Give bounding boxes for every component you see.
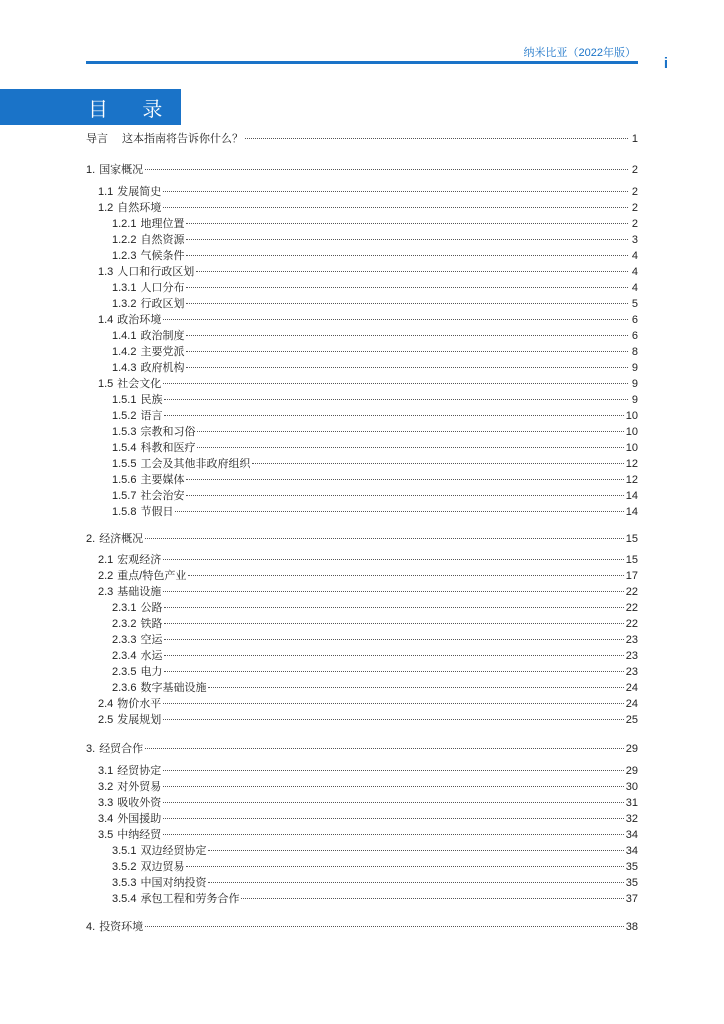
toc-entry-number: 2.5 — [98, 714, 114, 726]
toc-entry-number: 1.3.1 — [112, 282, 137, 294]
toc-entry-label: 发展简史 — [117, 186, 162, 198]
toc-entry-page: 4 — [631, 250, 638, 262]
toc-entry-label: 电力 — [140, 666, 163, 678]
toc-entry-number: 1.5.7 — [112, 490, 137, 502]
toc-entry-label: 投资环境 — [99, 921, 144, 933]
toc-entry[interactable] — [86, 163, 638, 178]
toc-entry-page: 6 — [631, 314, 638, 326]
toc-entry[interactable] — [112, 505, 638, 520]
toc-entry-number: 3. — [86, 743, 96, 755]
toc-entry-number: 2.3.3 — [112, 634, 137, 646]
toc-entry-number: 1.5.6 — [112, 474, 137, 486]
toc-entry[interactable] — [112, 665, 638, 680]
toc-leader-dots — [164, 399, 628, 400]
toc-entry-page: 8 — [631, 346, 638, 358]
toc-leader-dots — [163, 559, 623, 560]
toc-leader-dots — [145, 748, 624, 749]
toc-entry[interactable] — [98, 828, 638, 843]
toc-entry-label: 语言 — [140, 410, 163, 422]
toc-entry-page: 10 — [625, 426, 638, 438]
toc-entry-label: 行政区划 — [140, 298, 185, 310]
toc-entry-number: 3.5.1 — [112, 845, 137, 857]
toc-entry-page: 37 — [625, 893, 638, 905]
toc-entry-label: 社会文化 — [117, 378, 162, 390]
toc-entry[interactable] — [112, 409, 638, 424]
toc-entry-number: 1.5.4 — [112, 442, 137, 454]
toc-entry[interactable] — [112, 860, 638, 875]
toc-entry[interactable] — [98, 553, 638, 568]
toc-leader-dots — [186, 223, 628, 224]
toc-entry-page: 2 — [631, 218, 638, 230]
toc-entry-page: 24 — [625, 682, 638, 694]
toc-entry-label: 承包工程和劳务合作 — [140, 893, 240, 905]
toc-entry-page: 9 — [631, 394, 638, 406]
toc-entry[interactable] — [98, 585, 638, 600]
toc-entry-number: 2.3 — [98, 586, 114, 598]
toc-leader-dots — [188, 575, 623, 576]
toc-entry-page: 14 — [625, 490, 638, 502]
toc-entry-label: 气候条件 — [140, 250, 185, 262]
toc-leader-dots — [164, 607, 623, 608]
toc-entry-number: 1.2.1 — [112, 218, 137, 230]
toc-entry-label: 基础设施 — [117, 586, 162, 598]
toc-entry-number: 4. — [86, 921, 96, 933]
toc-leader-dots — [186, 335, 628, 336]
toc-entry-label: 国家概况 — [99, 164, 144, 176]
toc-entry[interactable] — [112, 681, 638, 696]
toc-entry-number: 1.5.5 — [112, 458, 137, 470]
toc-leader-dots — [164, 415, 623, 416]
toc-entry-page: 34 — [625, 845, 638, 857]
toc-entry-label: 吸收外资 — [117, 797, 162, 809]
toc-entry-page: 15 — [625, 554, 638, 566]
toc-leader-dots — [186, 287, 628, 288]
toc-entry-label: 宗教和习俗 — [140, 426, 196, 438]
toc-entry[interactable] — [98, 313, 638, 328]
toc-entry-label: 水运 — [140, 650, 163, 662]
toc-entry[interactable] — [98, 812, 638, 827]
toc-entry-number: 2.2 — [98, 570, 114, 582]
toc-leader-dots — [145, 538, 624, 539]
toc-entry-number: 3.2 — [98, 781, 114, 793]
toc-leader-dots — [186, 255, 628, 256]
toc-entry-number: 导言 — [86, 133, 108, 145]
toc-entry-number: 1.1 — [98, 186, 114, 198]
toc-entry-label: 节假日 — [140, 506, 174, 518]
toc-entry-page: 22 — [625, 618, 638, 630]
toc-entry[interactable] — [112, 649, 638, 664]
toc-entry[interactable] — [112, 425, 638, 440]
toc-entry[interactable] — [98, 713, 638, 728]
toc-entry[interactable] — [86, 920, 638, 935]
toc-entry-page: 22 — [625, 586, 638, 598]
toc-entry-number: 1.2 — [98, 202, 114, 214]
toc-entry-number: 1.5 — [98, 378, 114, 390]
toc-entry-label: 双边贸易 — [140, 861, 185, 873]
toc-entry-label: 发展规划 — [117, 714, 162, 726]
toc-entry-number: 1.5.8 — [112, 506, 137, 518]
toc-leader-dots — [163, 591, 623, 592]
toc-leader-dots — [175, 511, 623, 512]
toc-entry-page: 23 — [625, 666, 638, 678]
toc-entry-page: 12 — [625, 458, 638, 470]
toc-entry[interactable] — [112, 489, 638, 504]
toc-entry-label: 经贸合作 — [99, 743, 144, 755]
toc-entry-page: 24 — [625, 698, 638, 710]
toc-entry-page: 9 — [631, 378, 638, 390]
toc-entry[interactable] — [86, 132, 638, 147]
toc-entry-number: 3.5.4 — [112, 893, 137, 905]
toc-entry-page: 22 — [625, 602, 638, 614]
toc-entry-label: 铁路 — [140, 618, 163, 630]
toc-entry-label: 中国对纳投资 — [140, 877, 207, 889]
toc-entry-page: 2 — [631, 164, 638, 176]
toc-leader-dots — [163, 703, 623, 704]
toc-entry-number: 3.3 — [98, 797, 114, 809]
toc-entry[interactable] — [112, 233, 638, 248]
toc-entry-page: 23 — [625, 650, 638, 662]
toc-entry-label: 民族 — [140, 394, 163, 406]
toc-leader-dots — [164, 655, 623, 656]
toc-leader-dots — [163, 802, 623, 803]
toc-entry-label: 中纳经贸 — [117, 829, 162, 841]
header-title: 纳米比亚（2022年版） — [523, 47, 636, 59]
toc-entry[interactable] — [86, 532, 638, 547]
toc-entry[interactable] — [98, 569, 638, 584]
toc-entry-page: 35 — [625, 877, 638, 889]
toc-leader-dots — [208, 850, 623, 851]
toc-entry-page: 4 — [631, 266, 638, 278]
toc-leader-dots — [186, 351, 628, 352]
toc-entry-page: 4 — [631, 282, 638, 294]
toc-entry-label: 这本指南将告诉你什么？ — [122, 133, 243, 145]
toc-entry-label: 自然环境 — [117, 202, 162, 214]
toc-entry-number: 1.3 — [98, 266, 114, 278]
toc-entry-page: 1 — [631, 133, 638, 145]
toc-entry[interactable] — [112, 441, 638, 456]
toc-entry-label: 经贸协定 — [117, 765, 162, 777]
toc-entry[interactable] — [112, 473, 638, 488]
toc-entry[interactable] — [112, 457, 638, 472]
toc-leader-dots — [186, 479, 623, 480]
toc-entry[interactable] — [98, 780, 638, 795]
toc-entry-page: 3 — [631, 234, 638, 246]
toc-leader-dots — [164, 639, 623, 640]
toc-leader-dots — [241, 898, 623, 899]
page-marker: i — [663, 55, 668, 72]
toc-entry-number: 1.2.2 — [112, 234, 137, 246]
toc-leader-dots — [145, 926, 624, 927]
toc-leader-dots — [197, 447, 623, 448]
toc-entry-page: 5 — [631, 298, 638, 310]
toc-entry[interactable] — [86, 742, 638, 757]
toc-entry-number: 1.2.3 — [112, 250, 137, 262]
toc-leader-dots — [164, 623, 623, 624]
toc-entry[interactable] — [98, 796, 638, 811]
toc-leader-dots — [208, 687, 623, 688]
toc-entry-label: 主要党派 — [140, 346, 185, 358]
toc-leader-dots — [163, 383, 628, 384]
toc-leader-dots — [164, 671, 623, 672]
header-rule — [86, 61, 638, 64]
toc-leader-dots — [163, 719, 623, 720]
toc-entry-number: 1.5.1 — [112, 394, 137, 406]
toc-entry-page: 2 — [631, 202, 638, 214]
toc-entry-page: 35 — [625, 861, 638, 873]
toc-entry[interactable] — [112, 345, 638, 360]
toc-entry[interactable] — [98, 377, 638, 392]
toc-entry[interactable] — [98, 764, 638, 779]
toc-entry-label: 政府机构 — [140, 362, 185, 374]
toc-entry[interactable] — [112, 249, 638, 264]
toc-entry-page: 31 — [625, 797, 638, 809]
toc-entry-number: 1.3.2 — [112, 298, 137, 310]
toc-entry-number: 2.3.6 — [112, 682, 137, 694]
toc-entry-page: 15 — [625, 533, 638, 545]
toc-leader-dots — [163, 207, 628, 208]
toc-entry[interactable] — [98, 265, 638, 280]
toc-entry-number: 1.4.3 — [112, 362, 137, 374]
toc-entry-label: 工会及其他非政府组织 — [140, 458, 251, 470]
toc-entry-page: 32 — [625, 813, 638, 825]
toc-leader-dots — [145, 169, 628, 170]
toc-entry[interactable] — [112, 844, 638, 859]
toc-entry-page: 2 — [631, 186, 638, 198]
toc-leader-dots — [186, 495, 623, 496]
toc-entry[interactable] — [112, 361, 638, 376]
toc-leader-dots — [163, 319, 628, 320]
toc-entry-label: 政治制度 — [140, 330, 185, 342]
toc-entry-number: 2.4 — [98, 698, 114, 710]
toc-entry-label: 政治环境 — [117, 314, 162, 326]
toc-entry-number: 1. — [86, 164, 96, 176]
toc-entry-page: 9 — [631, 362, 638, 374]
toc-entry-page: 10 — [625, 442, 638, 454]
toc-entry-label: 双边经贸协定 — [140, 845, 207, 857]
toc-entry-label: 数字基础设施 — [140, 682, 207, 694]
toc-entry-number: 1.4.1 — [112, 330, 137, 342]
toc-entry-number: 1.4.2 — [112, 346, 137, 358]
toc-title: 目 录 — [88, 97, 177, 121]
toc-leader-dots — [186, 367, 628, 368]
toc-leader-dots — [163, 834, 623, 835]
toc-leader-dots — [163, 191, 628, 192]
toc-entry-label: 公路 — [140, 602, 163, 614]
toc-entry-label: 物价水平 — [117, 698, 162, 710]
toc-leader-dots — [163, 818, 623, 819]
toc-entry[interactable] — [112, 892, 638, 907]
toc-entry-number: 2.3.5 — [112, 666, 137, 678]
toc-entry-number: 1.4 — [98, 314, 114, 326]
toc-entry-page: 25 — [625, 714, 638, 726]
toc-entry[interactable] — [112, 393, 638, 408]
toc-entry[interactable] — [112, 876, 638, 891]
toc-entry-page: 10 — [625, 410, 638, 422]
toc-entry-label: 外国援助 — [117, 813, 162, 825]
toc-leader-dots — [252, 463, 623, 464]
toc-leader-dots — [186, 239, 628, 240]
toc-entry-label: 自然资源 — [140, 234, 185, 246]
toc-entry[interactable] — [112, 281, 638, 296]
toc-entry-page: 6 — [631, 330, 638, 342]
toc-entry-label: 宏观经济 — [117, 554, 162, 566]
toc-entry[interactable] — [112, 617, 638, 632]
toc-entry[interactable] — [112, 329, 638, 344]
toc-entry-page: 30 — [625, 781, 638, 793]
toc-entry-page: 12 — [625, 474, 638, 486]
toc-entry-label: 重点/特色产业 — [117, 570, 187, 582]
toc-entry[interactable] — [112, 297, 638, 312]
toc-entry-page: 38 — [625, 921, 638, 933]
toc-entry-page: 17 — [625, 570, 638, 582]
toc-entry-number: 3.1 — [98, 765, 114, 777]
toc-entry-label: 人口和行政区划 — [117, 266, 195, 278]
toc-entry[interactable] — [112, 601, 638, 616]
toc-entry-number: 2.1 — [98, 554, 114, 566]
toc-entry-number: 3.5 — [98, 829, 114, 841]
toc-entry-page: 34 — [625, 829, 638, 841]
toc-leader-dots — [245, 138, 628, 139]
toc-entry-number: 2.3.1 — [112, 602, 137, 614]
toc-entry-label: 科教和医疗 — [140, 442, 196, 454]
toc-entry[interactable] — [98, 697, 638, 712]
toc-entry-number: 2.3.2 — [112, 618, 137, 630]
toc-entry-number: 3.5.3 — [112, 877, 137, 889]
toc-entry-label: 经济概况 — [99, 533, 144, 545]
toc-entry-number: 2.3.4 — [112, 650, 137, 662]
toc-leader-dots — [208, 882, 623, 883]
toc-leader-dots — [186, 303, 628, 304]
toc-entry-label: 主要媒体 — [140, 474, 185, 486]
toc-leader-dots — [197, 431, 623, 432]
toc-entry-label: 空运 — [140, 634, 163, 646]
toc-entry-label: 社会治安 — [140, 490, 185, 502]
toc-entry-page: 14 — [625, 506, 638, 518]
toc-entry-label: 地理位置 — [140, 218, 185, 230]
toc-entry-page: 29 — [625, 743, 638, 755]
toc-entry-page: 23 — [625, 634, 638, 646]
toc-entry-page: 29 — [625, 765, 638, 777]
toc-entry[interactable] — [98, 185, 638, 200]
toc-entry[interactable] — [112, 633, 638, 648]
toc-leader-dots — [163, 770, 623, 771]
toc-entry[interactable] — [98, 201, 638, 216]
toc-entry-number: 1.5.3 — [112, 426, 137, 438]
toc-leader-dots — [163, 786, 623, 787]
toc-entry-number: 3.4 — [98, 813, 114, 825]
toc-entry-number: 3.5.2 — [112, 861, 137, 873]
toc-entry[interactable] — [112, 217, 638, 232]
toc-leader-dots — [196, 271, 628, 272]
toc-entry-number: 2. — [86, 533, 96, 545]
toc-leader-dots — [186, 866, 623, 867]
toc-entry-number: 1.5.2 — [112, 410, 137, 422]
toc-entry-label: 对外贸易 — [117, 781, 162, 793]
toc-entry-label: 人口分布 — [140, 282, 185, 294]
